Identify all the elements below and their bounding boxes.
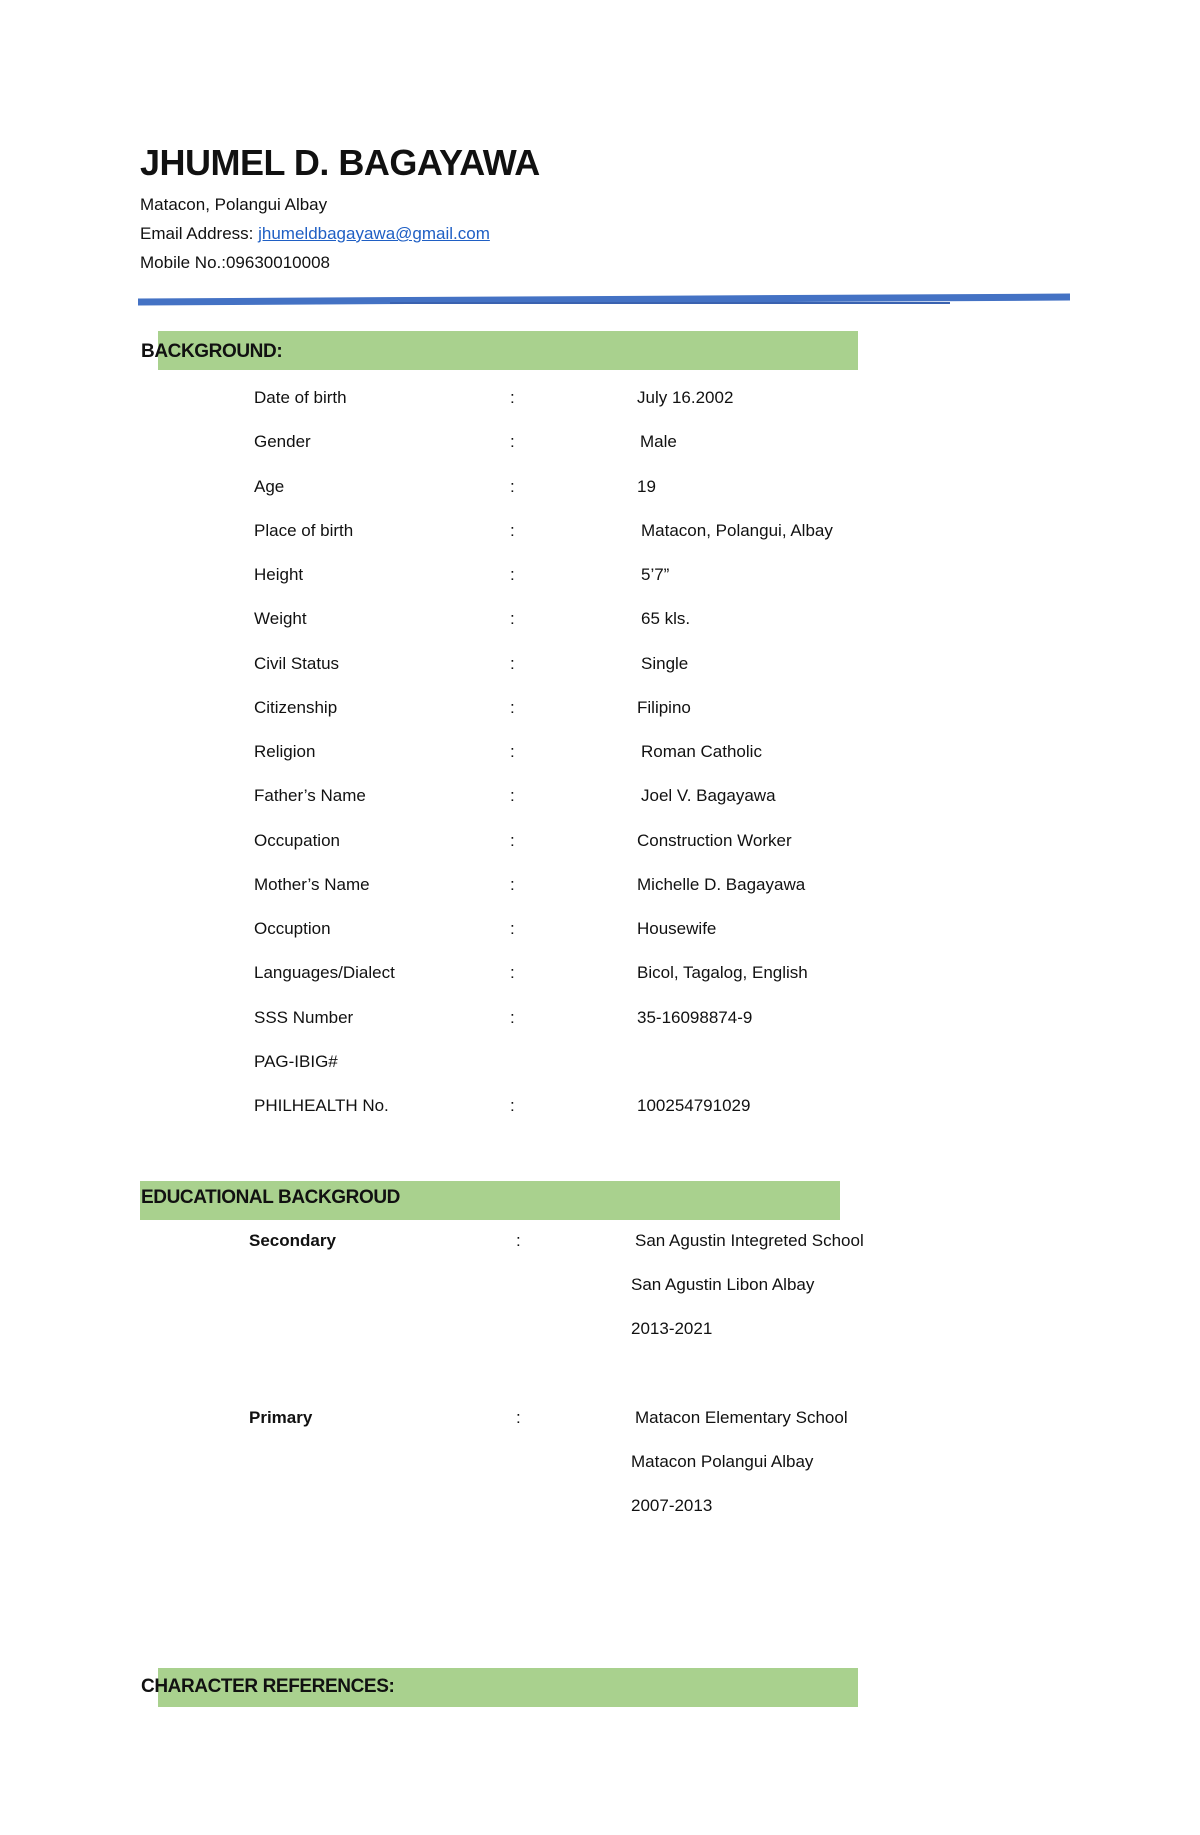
education-section-title: EDUCATIONAL BACKGROUD [141,1187,401,1208]
background-row [0,698,1200,722]
background-row [0,477,1200,501]
secondary-school: San Agustin Integreted School [635,1231,864,1250]
field-value: Filipino [637,698,691,717]
field-value: 5’7” [641,565,670,584]
field-colon: : [510,609,515,628]
background-row [0,1096,1200,1120]
references-section-title: CHARACTER REFERENCES: [141,1676,395,1697]
field-label: Mother’s Name [254,875,370,894]
header-divider-shadow [390,302,950,304]
secondary-label: Secondary [249,1231,336,1250]
field-value: 100254791029 [637,1096,751,1115]
field-colon: : [510,477,515,496]
field-colon: : [510,521,515,540]
field-label: Citizenship [254,698,338,717]
background-row [0,919,1200,943]
field-label: Date of birth [254,388,347,407]
field-value: Single [641,654,689,673]
field-value: Roman Catholic [641,742,762,761]
field-colon: : [510,698,515,717]
field-value: Bicol, Tagalog, English [637,963,808,982]
background-row [0,831,1200,855]
field-label: Place of birth [254,521,354,540]
field-colon: : [510,786,515,805]
field-colon: : [510,1008,515,1027]
field-value: Male [640,432,677,451]
background-row [0,1008,1200,1032]
background-row [0,875,1200,899]
field-colon: : [510,654,515,673]
background-row [0,742,1200,766]
field-label: Religion [254,742,316,761]
field-label: PAG-IBIG# [254,1052,338,1071]
field-colon: : [510,875,515,894]
applicant-name: JHUMEL D. BAGAYAWA [140,142,540,183]
field-value: 65 kls. [641,609,691,628]
secondary-address: San Agustin Libon Albay [631,1275,815,1294]
field-label: PHILHEALTH No. [254,1096,389,1115]
secondary-years: 2013-2021 [631,1319,713,1338]
background-row [0,786,1200,810]
background-row [0,565,1200,589]
field-label: Occupation [254,831,340,850]
primary-address: Matacon Polangui Albay [631,1452,814,1471]
field-label: Height [254,565,304,584]
field-colon: : [510,919,515,938]
background-section-title: BACKGROUND: [141,341,283,362]
background-row [0,432,1200,456]
field-label: Weight [254,609,307,628]
field-label: Languages/Dialect [254,963,395,982]
field-colon: : [510,963,515,982]
field-label: Age [254,477,285,496]
background-row [0,521,1200,545]
address: Matacon, Polangui Albay [140,195,328,214]
background-row [0,609,1200,633]
primary-years: 2007-2013 [631,1496,713,1515]
field-label: Civil Status [254,654,340,673]
field-colon: : [510,565,515,584]
primary-colon: : [516,1408,521,1427]
background-row [0,963,1200,987]
field-label: Gender [254,432,311,451]
primary-label: Primary [249,1408,313,1427]
field-value: Matacon, Polangui, Albay [641,521,833,540]
email-line [140,224,490,244]
field-value: Housewife [637,919,717,938]
primary-school: Matacon Elementary School [635,1408,848,1427]
email-link[interactable]: jhumeldbagayawa@gmail.com [258,224,490,243]
field-label: Occuption [254,919,331,938]
field-colon: : [510,742,515,761]
field-value: 35-16098874-9 [637,1008,753,1027]
field-label: Father’s Name [254,786,366,805]
field-value: 19 [637,477,656,496]
email-label: Email Address: [140,224,259,243]
field-colon: : [510,1096,515,1115]
field-colon: : [510,831,515,850]
field-value: Michelle D. Bagayawa [637,875,806,894]
background-row [0,1052,1200,1076]
field-value: July 16.2002 [637,388,734,407]
secondary-colon: : [516,1231,521,1250]
field-colon: : [510,432,515,451]
field-value: Construction Worker [637,831,792,850]
field-value: Joel V. Bagayawa [641,786,776,805]
background-row [0,388,1200,412]
mobile-number: Mobile No.:09630010008 [140,253,330,272]
background-row [0,654,1200,678]
field-colon: : [510,388,515,407]
field-label: SSS Number [254,1008,354,1027]
